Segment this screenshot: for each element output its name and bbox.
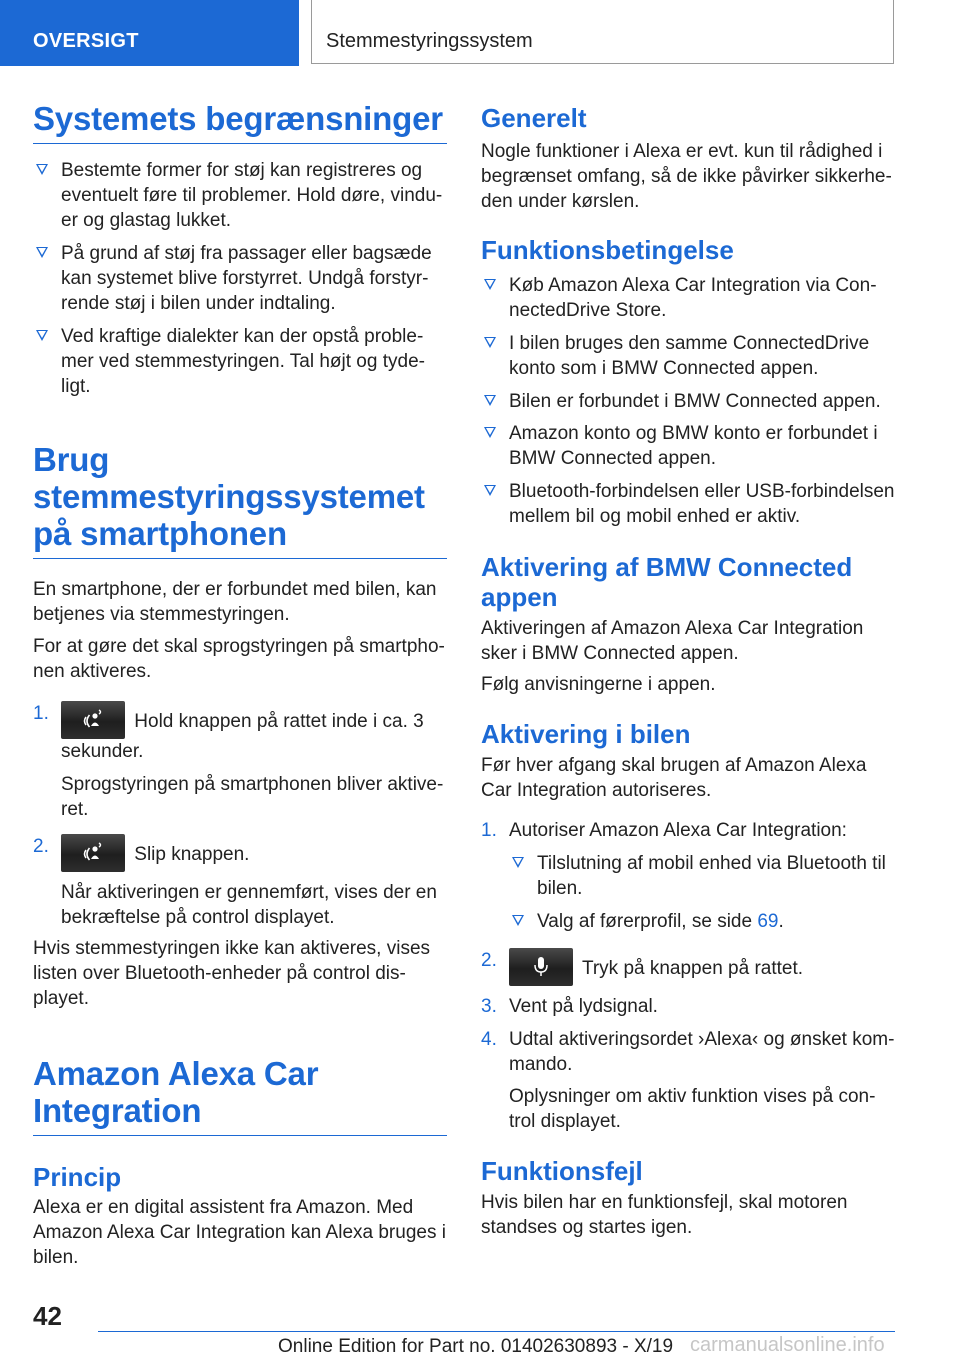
voice-command-icon: [61, 701, 125, 739]
voice-button-image: [61, 701, 125, 739]
footer-divider: [98, 1331, 895, 1332]
step-item: 2. Slip knappen. Når aktiveringen er gennemført, vises der en bekræftelse på control displayet.: [33, 834, 447, 930]
sub-list: [509, 851, 895, 934]
heading-limits: Systemets begrænsninger: [33, 100, 447, 144]
paragraph: Før hver afgang skal brugen af Amazon Alexa Car Integration autoriseres.: [481, 755, 867, 801]
page-number: 42: [33, 1301, 62, 1331]
paragraph: Følg anvisningerne i appen.: [481, 674, 716, 695]
step-number: 1.: [481, 820, 497, 841]
list-item: I bilen bruges den samme ConnectedDrive konto som i BMW Connected appen.: [481, 331, 895, 381]
triangle-bullet-icon: [36, 247, 48, 258]
triangle-bullet-icon: [484, 395, 496, 406]
microphone-icon: [509, 948, 573, 986]
step-item: 3. Vent på lydsignal.: [481, 996, 658, 1017]
step-number: 1.: [33, 703, 49, 724]
step-number: 4.: [481, 1029, 497, 1050]
watermark: carmanualsonline.info: [690, 1334, 885, 1356]
list-item: Amazon konto og BMW konto er forbundet i BMW Connected appen.: [481, 421, 895, 471]
paragraph: En smartphone, der er forbundet med bilen, kan betjenes via stemmestyringen.: [33, 579, 437, 625]
heading-smartphone: Brug stemmestyringssystemet på smartphonen: [33, 441, 447, 559]
list-item: Valg af førerprofil, se side 69.: [509, 909, 895, 934]
triangle-bullet-icon: [484, 485, 496, 496]
edition-text: Online Edition for Part no. 01402630893 - X/19: [278, 1336, 674, 1357]
limits-list: [33, 158, 447, 399]
steps-list: [33, 701, 447, 930]
paragraph: Alexa er en digital assistent fra Amazon. Med Amazon Alexa Car Integration kan Alexa bruges i bilen.: [33, 1197, 446, 1268]
step-note: Oplysninger om aktiv funktion vises på control displayet.: [509, 1086, 876, 1132]
step-note: Sprogstyringen på smartphonen bliver aktiveret.: [61, 774, 444, 820]
activation-steps: [481, 818, 895, 1134]
section-tab[interactable]: [0, 0, 299, 66]
voice-command-icon: [61, 834, 125, 872]
section-title: OVERSIGT: [33, 30, 139, 52]
step-item: 2. Tryk på knappen på rattet.: [481, 948, 895, 986]
step-number: 2.: [33, 836, 49, 857]
heading-fault: Funktionsfejl: [481, 1156, 643, 1186]
step-number: 2.: [481, 950, 497, 971]
chapter-tab[interactable]: [311, 0, 894, 64]
voice-button-image: [61, 834, 125, 872]
page-link[interactable]: 69: [757, 911, 779, 932]
heading-general: Generelt: [481, 103, 587, 133]
list-item: Bestemte former for støj kan registreres og eventuelt føre til problemer. Hold døre, vinduer og glastag lukket.: [33, 158, 447, 233]
paragraph: Aktiveringen af Amazon Alexa Car Integration sker i BMW Connected appen.: [481, 618, 864, 664]
chapter-title: Stemmestyringssystem: [326, 30, 533, 52]
triangle-bullet-icon: [484, 337, 496, 348]
triangle-bullet-icon: [484, 279, 496, 290]
step-number: 3.: [481, 996, 497, 1017]
step-item: 4. Udtal aktiveringsordet ›Alexa‹ og ønsket kommando. Oplysninger om aktiv funktion vises på control displayet.: [481, 1029, 895, 1132]
list-item: Tilslutning af mobil enhed via Bluetooth til bilen.: [509, 851, 895, 901]
heading-app-activation: Aktivering af BMW Connected appen: [481, 552, 853, 612]
list-item: Bluetooth-forbindelsen eller USB-forbindelsen mellem bil og mobil enhed er aktiv.: [481, 479, 895, 529]
step-item: 1. Autoriser Amazon Alexa Car Integration: Tilslutning af mobil enhed via Bluetooth til bilen. Valg af førerprofil, se side 69.: [481, 818, 895, 934]
heading-car-activation: Aktivering i bilen: [481, 719, 691, 749]
right-column: [481, 103, 895, 1240]
paragraph: Nogle funktioner i Alexa er evt. kun til rådighed i begrænset omfang, så de ikke påvirker sikkerheden under kørslen.: [481, 141, 892, 212]
triangle-bullet-icon: [512, 915, 524, 926]
paragraph: Hvis stemmestyringen ikke kan aktiveres, vises listen over Bluetooth-enheder på control displayet.: [33, 938, 431, 1009]
step-item: 1. Hold knappen på rattet inde i ca. 3 sekunder. Sprogstyringen på smartphonen bliver aktiveret.: [33, 701, 447, 822]
heading-principle: Princip: [33, 1162, 122, 1192]
paragraph: For at gøre det skal sprogstyringen på smartphonen aktiveres.: [33, 636, 445, 682]
triangle-bullet-icon: [36, 330, 48, 341]
heading-conditions: Funktionsbetingelse: [481, 235, 734, 265]
list-item: På grund af støj fra passager eller bagsæde kan systemet blive forstyrret. Undgå forstyrrende støj i bilen under indtaling.: [33, 241, 447, 316]
paragraph: Hvis bilen har en funktionsfejl, skal motoren standses og startes igen.: [481, 1192, 848, 1238]
triangle-bullet-icon: [484, 427, 496, 438]
microphone-button-image: [509, 948, 573, 986]
list-item: Bilen er forbundet i BMW Connected appen.: [481, 389, 895, 414]
list-item: Køb Amazon Alexa Car Integration via ConnectedDrive Store.: [481, 273, 895, 323]
conditions-list: [481, 273, 895, 529]
triangle-bullet-icon: [512, 857, 524, 868]
heading-alexa: Amazon Alexa Car Integration: [33, 1055, 447, 1136]
step-note: Når aktiveringen er gennemført, vises der en bekræftelse på control displayet.: [61, 882, 437, 928]
left-column: [33, 100, 447, 1270]
triangle-bullet-icon: [36, 164, 48, 175]
list-item: Ved kraftige dialekter kan der opstå problemer ved stemmestyringen. Tal højt og tydeligt.: [33, 324, 447, 399]
